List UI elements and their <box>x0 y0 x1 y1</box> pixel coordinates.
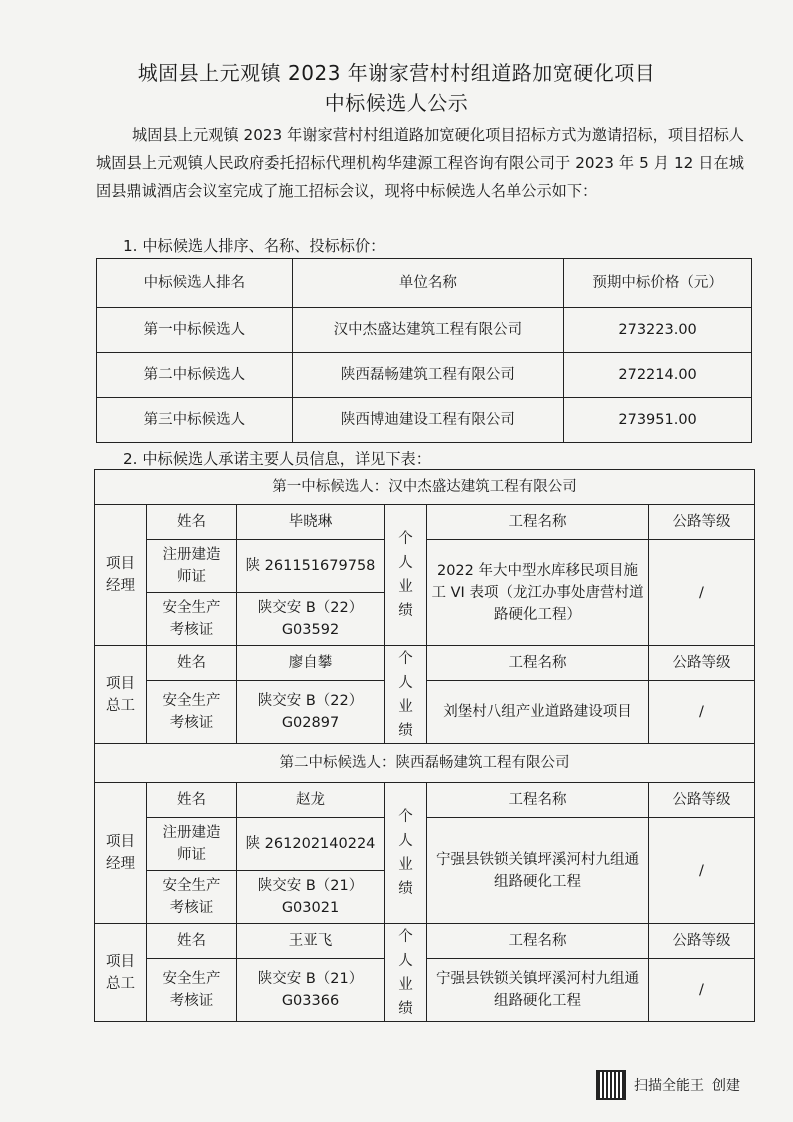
table-row <box>95 783 755 818</box>
rank-cell: 第二中标候选人 <box>97 353 293 398</box>
chief-safety: 陕交安 B（21）G03366 <box>237 959 385 1022</box>
name-label: 姓名 <box>147 924 237 959</box>
header-company: 单位名称 <box>292 259 564 308</box>
manager-project: 宁强县铁锁关镇坪溪河村九组通组路硬化工程 <box>427 818 649 924</box>
manager-safety: 陕交安 B（22）G03592 <box>237 593 385 646</box>
manager-reg: 陕 261151679758 <box>237 540 385 593</box>
section-2-heading: 2. 中标候选人承诺主要人员信息，详见下表： <box>123 450 431 468</box>
chief-grade: / <box>649 959 755 1022</box>
chief-name: 廖自攀 <box>237 646 385 681</box>
candidate-2-header-row <box>95 744 755 783</box>
intro-text: 城固县上元观镇 2023 年谢家营村村组道路加宽硬化项目招标方式为邀请招标，项目招标人城固县上元观镇人民政府委托招标代理机构华建源工程咨询有限公司于 2023 年 5 月 12 日在城固县鼎诚酒店会议室完成了施工招标会议，现将中标候选人名单公示如下： <box>96 126 744 200</box>
watermark-text <box>634 1075 740 1095</box>
price-cell: 273223.00 <box>564 308 752 353</box>
name-label: 姓名 <box>147 505 237 540</box>
personal-label: 个人业绩 <box>385 646 427 744</box>
chief-safety: 陕交安 B（22）G02897 <box>237 681 385 744</box>
table-row <box>97 353 752 398</box>
reg-cert-label: 注册建造师证 <box>147 818 237 871</box>
header-rank: 中标候选人排名 <box>97 259 293 308</box>
table-header-row <box>97 259 752 308</box>
table-row <box>97 398 752 443</box>
intro-paragraph <box>96 121 744 205</box>
watermark-action: 创建 <box>712 1078 740 1094</box>
safety-cert-label: 安全生产考核证 <box>147 959 237 1022</box>
chief-project: 宁强县铁锁关镇坪溪河村九组通组路硬化工程 <box>427 959 649 1022</box>
chief-label: 项目总工 <box>95 646 147 744</box>
personal-label: 个人业绩 <box>385 924 427 1022</box>
company-cell: 陕西磊畅建筑工程有限公司 <box>292 353 564 398</box>
scanner-watermark <box>596 1070 740 1100</box>
manager-reg: 陕 261202140224 <box>237 818 385 871</box>
manager-label: 项目经理 <box>95 505 147 646</box>
table-row <box>95 924 755 959</box>
manager-grade: / <box>649 540 755 646</box>
table-row <box>95 646 755 681</box>
road-grade-header: 公路等级 <box>649 505 755 540</box>
table-row <box>95 505 755 540</box>
personal-label: 个人业绩 <box>385 505 427 646</box>
project-name-header: 工程名称 <box>427 505 649 540</box>
candidate-ranking-table <box>96 258 752 443</box>
manager-name: 赵龙 <box>237 783 385 818</box>
road-grade-header: 公路等级 <box>649 646 755 681</box>
qr-code-icon <box>596 1070 626 1100</box>
manager-grade: / <box>649 818 755 924</box>
road-grade-header: 公路等级 <box>649 924 755 959</box>
chief-name: 王亚飞 <box>237 924 385 959</box>
reg-cert-label: 注册建造师证 <box>147 540 237 593</box>
personnel-table <box>94 469 755 1022</box>
manager-label: 项目经理 <box>95 783 147 924</box>
manager-safety: 陕交安 B（21）G03021 <box>237 871 385 924</box>
safety-cert-label: 安全生产考核证 <box>147 681 237 744</box>
project-name-header: 工程名称 <box>427 646 649 681</box>
candidate-2-header: 第二中标候选人：陕西磊畅建筑工程有限公司 <box>95 744 755 783</box>
rank-cell: 第一中标候选人 <box>97 308 293 353</box>
header-price: 预期中标价格（元） <box>564 259 752 308</box>
candidate-1-header: 第一中标候选人：汉中杰盛达建筑工程有限公司 <box>95 470 755 505</box>
company-cell: 陕西博迪建设工程有限公司 <box>292 398 564 443</box>
rank-cell: 第三中标候选人 <box>97 398 293 443</box>
manager-name: 毕晓琳 <box>237 505 385 540</box>
chief-project: 刘堡村八组产业道路建设项目 <box>427 681 649 744</box>
personal-label: 个人业绩 <box>385 783 427 924</box>
name-label: 姓名 <box>147 783 237 818</box>
chief-grade: / <box>649 681 755 744</box>
company-cell: 汉中杰盛达建筑工程有限公司 <box>292 308 564 353</box>
price-cell: 272214.00 <box>564 353 752 398</box>
chief-label: 项目总工 <box>95 924 147 1022</box>
section-1-heading: 1. 中标候选人排序、名称、投标标价： <box>123 237 386 255</box>
document-subtitle: 中标候选人公示 <box>324 91 469 115</box>
safety-cert-label: 安全生产考核证 <box>147 593 237 646</box>
road-grade-header: 公路等级 <box>649 783 755 818</box>
document-title: 城固县上元观镇 2023 年谢家营村村组道路加宽硬化项目 <box>137 61 656 85</box>
table-row <box>97 308 752 353</box>
candidate-1-header-row <box>95 470 755 505</box>
project-name-header: 工程名称 <box>427 924 649 959</box>
manager-project: 2022 年大中型水库移民项目施工 VI 表项（龙江办事处唐营村道路硬化工程） <box>427 540 649 646</box>
name-label: 姓名 <box>147 646 237 681</box>
project-name-header: 工程名称 <box>427 783 649 818</box>
price-cell: 273951.00 <box>564 398 752 443</box>
app-name: 扫描全能王 <box>634 1078 704 1094</box>
safety-cert-label: 安全生产考核证 <box>147 871 237 924</box>
